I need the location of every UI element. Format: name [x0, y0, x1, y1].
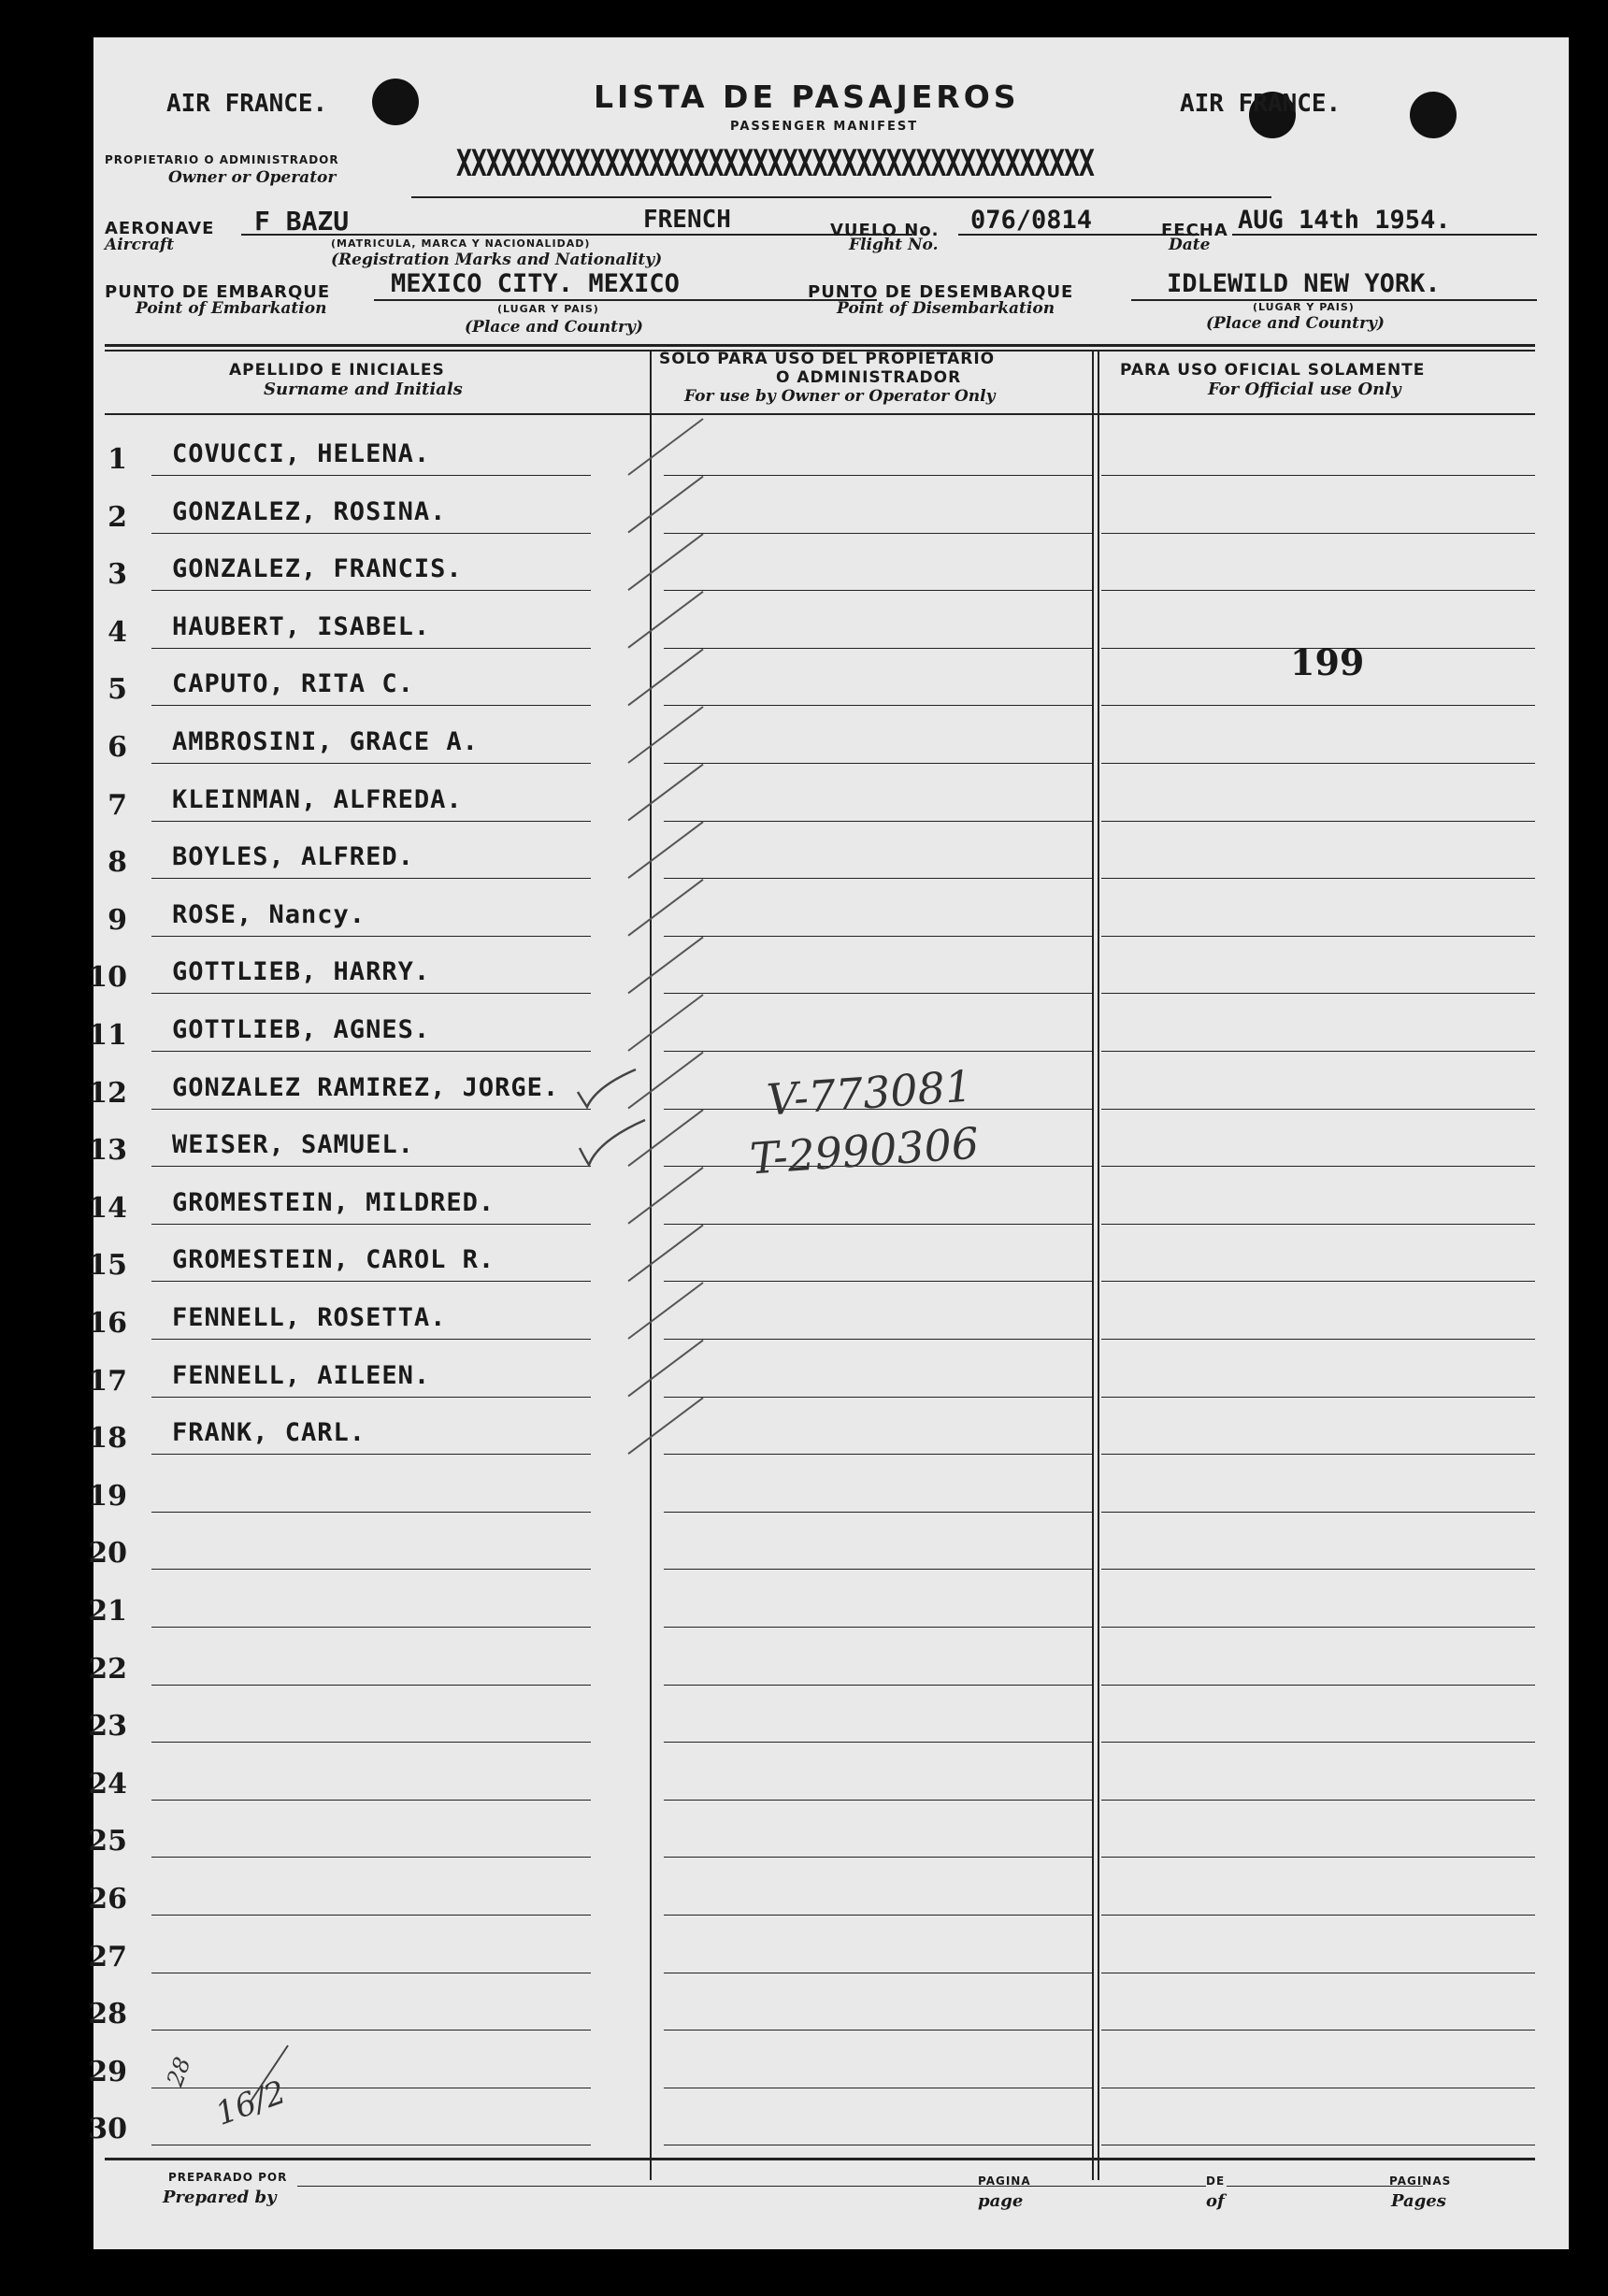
row-number: 13 [88, 1134, 127, 1168]
disembark-value: IDLEWILD NEW YORK. [1167, 269, 1441, 298]
owner-check-slash [628, 937, 703, 993]
visa-note-13: T-2990306 [748, 1117, 981, 1184]
of-label-en: of [1206, 2191, 1225, 2211]
row-number: 25 [88, 1825, 127, 1858]
owner-check-slash [628, 1283, 703, 1339]
owner-label-es: PROPIETARIO O ADMINISTRADOR [105, 153, 339, 166]
airline-left: AIR FRANCE. [166, 90, 328, 118]
col-owner-en: For use by Owner or Operator Only [684, 387, 996, 406]
nationality-value: FRENCH [643, 206, 731, 234]
row-number: 16 [88, 1307, 127, 1340]
owner-column-slashes [628, 419, 703, 1454]
owner-check-slash [628, 1341, 703, 1397]
row-number: 10 [88, 961, 127, 995]
owner-check-slash [628, 995, 703, 1051]
row-number: 5 [108, 673, 127, 707]
passenger-name: GONZALEZ, ROSINA. [172, 496, 447, 526]
pages-label-en: Pages [1391, 2191, 1446, 2211]
owner-value-redacted: XXXXXXXXXXXXXXXXXXXXXXXXXXXXXXXXXXXXXXXXXXX [456, 141, 1094, 185]
margin-note-1: 28 [161, 2053, 196, 2090]
passenger-name: BOYLES, ALFRED. [172, 842, 414, 872]
passenger-name: AMBROSINI, GRACE A. [172, 727, 479, 756]
page-underline [1038, 2186, 1206, 2187]
airline-right: AIR FRANCE. [1180, 90, 1342, 118]
date-label-es: FECHA [1161, 221, 1228, 240]
passenger-name: WEISER, SAMUEL. [172, 1130, 414, 1160]
prepared-label-en: Prepared by [163, 2188, 277, 2207]
owner-check-slash [628, 1168, 703, 1224]
row-number: 14 [88, 1191, 127, 1225]
flight-label-en: Flight No. [849, 236, 939, 254]
passenger-name: GROMESTEIN, CAROL R. [172, 1245, 495, 1275]
row-number: 7 [108, 788, 127, 822]
of-label-es: DE [1206, 2174, 1226, 2188]
page-label-en: page [978, 2191, 1024, 2211]
passenger-name: COVUCCI, HELENA. [172, 439, 431, 468]
row-number: 30 [88, 2113, 127, 2146]
row-number: 23 [88, 1710, 127, 1744]
passenger-name: ROSE, Nancy. [172, 899, 366, 929]
embark-place-label-en: (Place and Country) [465, 318, 643, 337]
owner-label-en: Owner or Operator [168, 168, 337, 187]
aircraft-label-es: AERONAVE [105, 219, 215, 238]
flight-value: 076/0814 [970, 206, 1093, 235]
disembark-label-es: PUNTO DE DESEMBARQUE [808, 282, 1074, 302]
owner-check-slash [628, 477, 703, 533]
passenger-name: GOTTLIEB, HARRY. [172, 957, 431, 987]
embark-label-en: Point of Embarkation [136, 299, 327, 318]
row-number: 1 [108, 443, 127, 476]
passenger-name: FENNELL, AILEEN. [172, 1360, 431, 1390]
row-number: 4 [108, 615, 127, 649]
row-number: 11 [88, 1019, 127, 1052]
check-mark-13 [580, 1120, 645, 1165]
owner-check-slash [628, 1053, 703, 1109]
disembark-place-label-es: (LUGAR Y PAIS) [1253, 301, 1355, 313]
owner-check-slash [628, 592, 703, 648]
row-number: 26 [88, 1883, 127, 1916]
embark-label-es: PUNTO DE EMBARQUE [105, 282, 331, 302]
date-value: AUG 14th 1954. [1238, 206, 1451, 235]
passenger-name: FRANK, CARL. [172, 1418, 366, 1448]
registration-label-es: (MATRICULA, MARCA Y NACIONALIDAD) [331, 237, 591, 250]
passenger-name: GROMESTEIN, MILDRED. [172, 1187, 495, 1217]
margin-note-2: 16/2 [210, 2074, 291, 2133]
passenger-name: FENNELL, ROSETTA. [172, 1303, 447, 1332]
disembark-place-label-en: (Place and Country) [1206, 314, 1385, 333]
check-mark-12 [578, 1069, 636, 1107]
col-owner-es-2: O ADMINISTRADOR [776, 368, 962, 387]
row-number: 2 [108, 500, 127, 534]
page-label-es: PAGINA [978, 2174, 1031, 2188]
owner-check-slash [628, 1110, 703, 1166]
owner-check-slash [628, 1225, 703, 1281]
row-number: 22 [88, 1652, 127, 1686]
page-subtitle: PASSENGER MANIFEST [730, 120, 919, 134]
aircraft-label-en: Aircraft [105, 236, 175, 254]
owner-check-slash [628, 1398, 703, 1454]
row-number: 20 [88, 1537, 127, 1571]
col-owner-es-1: SOLO PARA USO DEL PROPIETARIO [659, 350, 996, 368]
owner-check-slash [628, 419, 703, 475]
row-number: 12 [88, 1076, 127, 1110]
row-number: 29 [88, 2055, 127, 2088]
col-names-en: Surname and Initials [264, 380, 463, 399]
visa-note-12: V-773081 [765, 1060, 974, 1126]
row-number: 24 [88, 1767, 127, 1801]
row-number: 8 [108, 846, 127, 880]
col-names-es: APELLIDO E INICIALES [229, 361, 445, 380]
row-number: 17 [88, 1364, 127, 1398]
owner-check-slash [628, 707, 703, 763]
manifest-sheet [88, 37, 1569, 2249]
owner-check-slash [628, 822, 703, 878]
passenger-name: CAPUTO, RITA C. [172, 669, 414, 699]
prepared-label-es: PREPARADO POR [168, 2171, 288, 2184]
aircraft-value: F BAZU [254, 206, 350, 237]
col-official-es: PARA USO OFICIAL SOLAMENTE [1120, 361, 1426, 380]
row-number: 27 [88, 1940, 127, 1973]
passenger-name: HAUBERT, ISABEL. [172, 611, 431, 641]
col-official-en: For Official use Only [1208, 380, 1401, 399]
owner-check-slash [628, 880, 703, 936]
prepared-underline [297, 2186, 1075, 2187]
date-label-en: Date [1169, 236, 1211, 254]
row-number: 19 [88, 1479, 127, 1513]
disembark-label-en: Point of Disembarkation [837, 299, 1055, 318]
passenger-name: GOTTLIEB, AGNES. [172, 1015, 431, 1044]
registration-label-en: (Registration Marks and Nationality) [331, 251, 663, 269]
owner-check-slash [628, 765, 703, 821]
row-number: 3 [108, 558, 127, 592]
owner-check-slash [628, 534, 703, 590]
flight-label-es: VUELO No. [830, 221, 940, 240]
passenger-name: KLEINMAN, ALFREDA. [172, 784, 463, 814]
passenger-name: GONZALEZ, FRANCIS. [172, 554, 463, 584]
row-number: 6 [108, 731, 127, 764]
row-number: 18 [88, 1422, 127, 1456]
passenger-name: GONZALEZ RAMIREZ, JORGE. [172, 1072, 560, 1102]
pages-label-es: PAGINAS [1389, 2174, 1452, 2188]
row-number: 15 [88, 1249, 127, 1283]
owner-check-slash [628, 649, 703, 705]
embark-value: MEXICO CITY. MEXICO [391, 269, 680, 298]
embark-place-label-es: (LUGAR Y PAIS) [497, 303, 599, 315]
row-number: 9 [108, 903, 127, 937]
official-stamp-number: 199 [1290, 641, 1365, 683]
row-number: 28 [88, 1998, 127, 2031]
page-title: LISTA DE PASAJEROS [594, 79, 1020, 115]
row-number: 21 [88, 1595, 127, 1628]
